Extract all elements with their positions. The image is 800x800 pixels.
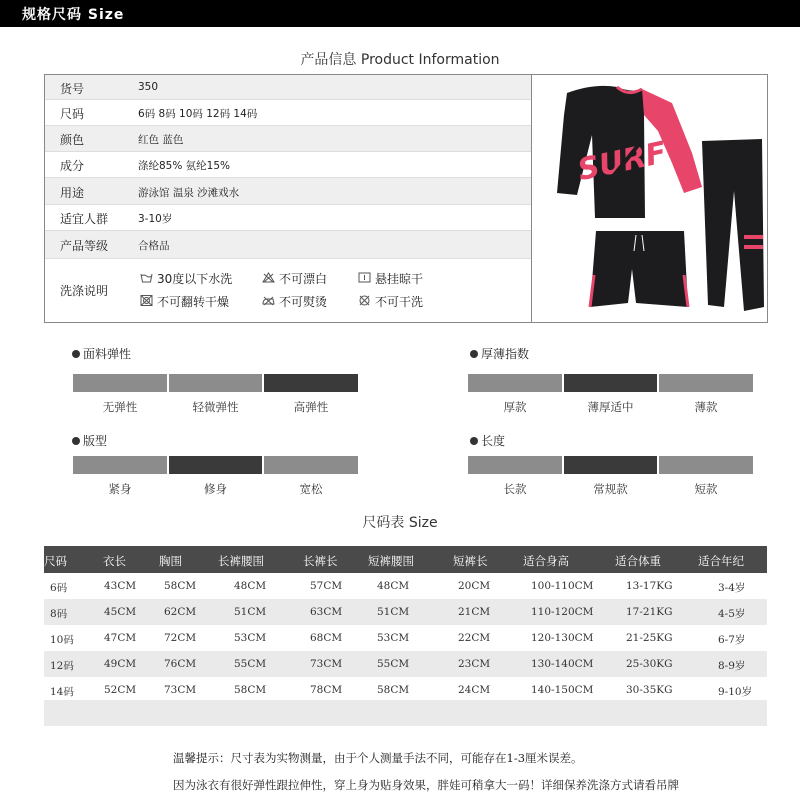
care-text: 不可熨烫: [279, 295, 328, 309]
info-row-care: [45, 259, 531, 322]
info-label: 适宜人群: [60, 212, 109, 226]
size-cell: 51CM: [234, 606, 267, 618]
leggings-shape: [702, 139, 764, 311]
fit-bar-2: [264, 456, 358, 474]
size-cell: 21-25KG: [626, 632, 673, 644]
info-label: 颜色: [60, 133, 85, 147]
bullet-icon: [470, 350, 478, 358]
fit-option: 宽松: [299, 482, 323, 496]
size-table-empty-row: [44, 700, 767, 726]
size-table-header: [44, 546, 767, 573]
size-cell: 58CM: [164, 580, 197, 592]
size-cell: 24CM: [458, 684, 491, 696]
header-cell: 长裤长: [303, 554, 338, 568]
size-cell: 48CM: [234, 580, 267, 592]
info-value: 游泳馆 温泉 沙滩戏水: [138, 187, 240, 199]
size-cell: 8-9岁: [718, 660, 746, 672]
header-bar: [0, 0, 800, 27]
shorts-shape: [590, 231, 688, 307]
thickness-bar-1-selected: [564, 374, 657, 392]
info-label: 用途: [60, 186, 85, 200]
size-cell: 100-110CM: [531, 580, 594, 592]
fit-bar-0: [73, 456, 167, 474]
info-label: 尺码: [60, 107, 85, 121]
info-row-age: [45, 205, 531, 231]
info-value: 合格品: [138, 240, 170, 252]
thickness-option: 薄款: [694, 400, 718, 414]
bullet-icon: [470, 437, 478, 445]
care-text: 不可漂白: [279, 272, 328, 286]
size-cell: 47CM: [104, 632, 137, 644]
info-value: 红色 蓝色: [138, 134, 184, 146]
bullet-icon: [72, 350, 80, 358]
header-cell: 短裤长: [453, 554, 488, 568]
elasticity-option: 无弹性: [102, 400, 138, 414]
header-cell: 衣长: [103, 554, 126, 568]
size-cell: 20CM: [458, 580, 491, 592]
wash-30-icon: [139, 272, 153, 286]
size-chart-title: 尺码表 Size: [362, 515, 438, 531]
size-cell: 110-120CM: [531, 606, 594, 618]
thickness-option: 薄厚适中: [587, 400, 634, 414]
note-line-1: 温馨提示：尺寸表为实物测量，由于个人测量手法不同，可能存在1-3厘米误差。: [173, 751, 583, 765]
size-cell: 140-150CM: [531, 684, 594, 696]
care-item: [261, 293, 327, 310]
header-cell: 尺码: [44, 554, 67, 568]
info-row-material: [45, 152, 531, 178]
size-cell: 55CM: [234, 658, 267, 670]
length-option: 长款: [503, 482, 527, 496]
size-cell: 25-30KG: [626, 658, 673, 670]
size-cell: 72CM: [164, 632, 197, 644]
info-value: 涤纶85% 氨纶15%: [138, 160, 231, 172]
info-value: 6码 8码 10码 12码 14码: [138, 108, 258, 120]
size-cell: 3-4岁: [718, 582, 746, 594]
size-cell: 68CM: [310, 632, 343, 644]
size-cell: 6码: [50, 582, 68, 594]
size-cell: 55CM: [377, 658, 410, 670]
header-cell: 适合年纪: [698, 554, 744, 568]
size-cell: 14码: [50, 686, 74, 698]
info-value: 3-10岁: [138, 213, 173, 225]
care-text: 悬挂晾干: [375, 272, 424, 286]
hang-dry-icon: [357, 272, 371, 286]
thickness-bar-0: [468, 374, 562, 392]
info-label: 洗涤说明: [60, 284, 109, 298]
care-item: [139, 293, 229, 310]
size-cell: 52CM: [104, 684, 137, 696]
header-title: 规格尺码 Size: [22, 7, 125, 23]
length-title: 长度: [470, 432, 505, 449]
header-cell: 短裤腰围: [368, 554, 414, 568]
care-item: [357, 270, 423, 287]
size-cell: 49CM: [104, 658, 137, 670]
care-item: [357, 293, 423, 310]
size-cell: 73CM: [310, 658, 343, 670]
no-dry-clean-icon: [357, 295, 371, 309]
size-cell: 58CM: [234, 684, 267, 696]
photo-logo-text: SURF: [574, 135, 670, 189]
size-cell: 45CM: [104, 606, 137, 618]
size-cell: 22CM: [458, 632, 491, 644]
length-bar-0: [468, 456, 562, 474]
size-cell: 9-10岁: [718, 686, 753, 698]
size-cell: 48CM: [377, 580, 410, 592]
info-label: 货号: [60, 82, 85, 96]
size-cell: 130-140CM: [531, 658, 594, 670]
bullet-icon: [72, 437, 80, 445]
size-cell: 23CM: [458, 658, 491, 670]
size-cell: 62CM: [164, 606, 197, 618]
elasticity-option: 轻微弹性: [192, 400, 239, 414]
header-cell: 胸围: [159, 554, 182, 568]
info-row-grade: [45, 231, 531, 259]
info-value: 350: [138, 81, 159, 93]
size-cell: 57CM: [310, 580, 343, 592]
elasticity-option: 高弹性: [293, 400, 329, 414]
thickness-title: 厚薄指数: [470, 345, 529, 362]
size-cell: 6-7岁: [718, 634, 746, 646]
elasticity-bar-1: [169, 374, 262, 392]
length-option: 常规款: [593, 482, 628, 496]
size-row: [44, 651, 767, 677]
length-option: 短款: [694, 482, 718, 496]
length-bar-2: [659, 456, 753, 474]
no-bleach-icon: [261, 272, 275, 286]
size-cell: 12码: [50, 660, 74, 672]
care-text: 30度以下水洗: [157, 272, 233, 286]
size-row: [44, 573, 767, 599]
size-cell: 8码: [50, 608, 68, 620]
info-row-color: [45, 126, 531, 152]
size-cell: 51CM: [377, 606, 410, 618]
header-cell: 长裤腰围: [218, 554, 264, 568]
no-tumble-dry-icon: [139, 295, 153, 309]
product-info-title: 产品信息 Product Information: [300, 52, 500, 68]
info-row-usage: [45, 178, 531, 205]
elasticity-bar-0: [73, 374, 167, 392]
size-cell: 10码: [50, 634, 74, 646]
fit-title: 版型: [72, 432, 107, 449]
size-cell: 120-130CM: [531, 632, 594, 644]
size-cell: 78CM: [310, 684, 343, 696]
length-bar-1-selected: [564, 456, 657, 474]
fit-bar-1-selected: [169, 456, 262, 474]
product-photo: [531, 74, 768, 323]
size-cell: 63CM: [310, 606, 343, 618]
note-line-2: 因为泳衣有很好弹性跟拉伸性，穿上身为贴身效果，胖娃可稍拿大一码！详细保养洗涤方式请看吊牌: [173, 778, 679, 792]
info-row-size: [45, 100, 531, 126]
care-text: 不可干洗: [375, 295, 424, 309]
header-cell: 适合体重: [615, 554, 661, 568]
size-row: [44, 625, 767, 651]
size-cell: 4-5岁: [718, 608, 746, 620]
info-label: 成分: [60, 159, 85, 173]
size-cell: 53CM: [234, 632, 267, 644]
product-info-table: [44, 74, 532, 323]
care-item: [139, 270, 232, 287]
info-row-item-no: [45, 75, 531, 100]
size-cell: 73CM: [164, 684, 197, 696]
info-label: 产品等级: [60, 239, 109, 253]
fit-option: 紧身: [108, 482, 132, 496]
no-iron-icon: [261, 295, 275, 309]
size-cell: 53CM: [377, 632, 410, 644]
size-cell: 21CM: [458, 606, 491, 618]
size-cell: 30-35KG: [626, 684, 673, 696]
size-cell: 58CM: [377, 684, 410, 696]
size-cell: 43CM: [104, 580, 137, 592]
size-cell: 13-17KG: [626, 580, 673, 592]
elasticity-title: 面料弹性: [72, 345, 131, 362]
header-cell: 适合身高: [523, 554, 569, 568]
size-row: [44, 599, 767, 625]
fit-option: 修身: [204, 482, 227, 496]
size-cell: 76CM: [164, 658, 197, 670]
thickness-bar-2: [659, 374, 753, 392]
care-text: 不可翻转干燥: [157, 295, 230, 309]
size-cell: 17-21KG: [626, 606, 673, 618]
elasticity-bar-2-selected: [264, 374, 358, 392]
care-item: [261, 270, 327, 287]
thickness-option: 厚款: [503, 400, 527, 414]
